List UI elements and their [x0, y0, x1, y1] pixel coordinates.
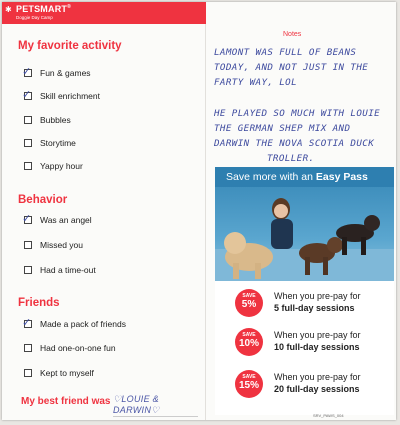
activity-item[interactable]: Storytime	[24, 138, 76, 148]
checkbox[interactable]	[24, 162, 32, 170]
save-badge: SAVE 10%	[235, 328, 263, 356]
easy-pass-panel	[215, 167, 394, 415]
fold-line	[205, 2, 206, 420]
checkbox[interactable]	[24, 139, 32, 147]
dogs-photo	[215, 187, 394, 281]
activity-item[interactable]: ✓ Fun & games	[22, 65, 91, 78]
note-line: TODAY, AND NOT JUST IN THE	[214, 62, 369, 73]
checkbox[interactable]	[24, 344, 32, 352]
offer-text: When you pre-pay for 10 full-day sessions	[274, 330, 361, 352]
checkbox[interactable]	[22, 88, 32, 101]
paw-logo-icon: ✱	[5, 5, 12, 14]
checkbox[interactable]	[24, 116, 32, 124]
check-mark-icon: ✓	[22, 88, 32, 101]
checkbox[interactable]	[22, 65, 32, 78]
note-line: TROLLER.	[267, 153, 315, 164]
offer-row	[215, 324, 394, 364]
offer-row	[215, 285, 394, 325]
easy-pass-heading: Save more with an Easy Pass	[215, 167, 394, 187]
checkbox[interactable]	[22, 212, 32, 225]
checkbox[interactable]	[24, 266, 32, 274]
check-mark-icon: ✓	[22, 65, 32, 78]
notes-label: Notes	[283, 31, 302, 38]
note-line: FARTY WAY, LOL	[214, 77, 298, 88]
checkbox[interactable]	[24, 241, 32, 249]
brand-logo: PETSMART®	[16, 4, 71, 14]
best-friend-value[interactable]: ♡LOUIE & DARWIN♡	[113, 394, 198, 417]
save-badge: SAVE 15%	[235, 370, 263, 398]
friends-item[interactable]: Had one-on-one fun	[24, 343, 116, 353]
dogs-photo-illustration	[215, 187, 394, 281]
behavior-title: Behavior	[18, 194, 68, 206]
activity-item[interactable]: Yappy hour	[24, 161, 83, 171]
behavior-item[interactable]: Missed you	[24, 240, 83, 250]
note-line: THE GERMAN SHEP MIX AND	[214, 123, 351, 134]
save-badge: SAVE 5%	[235, 289, 263, 317]
check-mark-icon: ✓	[22, 212, 32, 225]
checkbox[interactable]	[22, 316, 32, 329]
checkbox[interactable]	[24, 369, 32, 377]
offer-text: When you pre-pay for 5 full-day sessions	[274, 291, 361, 313]
activity-item[interactable]: Bubbles	[24, 115, 71, 125]
friends-title: Friends	[18, 297, 60, 309]
behavior-item[interactable]: ✓ Was an angel	[22, 212, 92, 225]
activity-title: My favorite activity	[18, 40, 122, 52]
note-line: LAMONT WAS FULL OF BEANS	[214, 47, 357, 58]
offer-row	[215, 366, 394, 406]
behavior-item[interactable]: Had a time-out	[24, 265, 96, 275]
note-line: HE PLAYED SO MUCH WITH LOUIE	[214, 108, 381, 119]
friends-item[interactable]: Kept to myself	[24, 368, 94, 378]
footer-code: SRV_PAWS_004	[313, 413, 344, 418]
best-friend-label: My best friend was	[21, 396, 111, 407]
report-card	[2, 2, 396, 420]
activity-item[interactable]: ✓ Skill enrichment	[22, 88, 100, 101]
brand-subtitle: Doggie Day Camp	[16, 15, 53, 20]
header-bar	[2, 2, 206, 24]
offer-text: When you pre-pay for 20 full-day sessions	[274, 372, 361, 394]
check-mark-icon: ✓	[22, 316, 32, 329]
friends-item[interactable]: ✓ Made a pack of friends	[22, 316, 126, 329]
note-line: DARWIN THE NOVA SCOTIA DUCK	[214, 138, 375, 149]
